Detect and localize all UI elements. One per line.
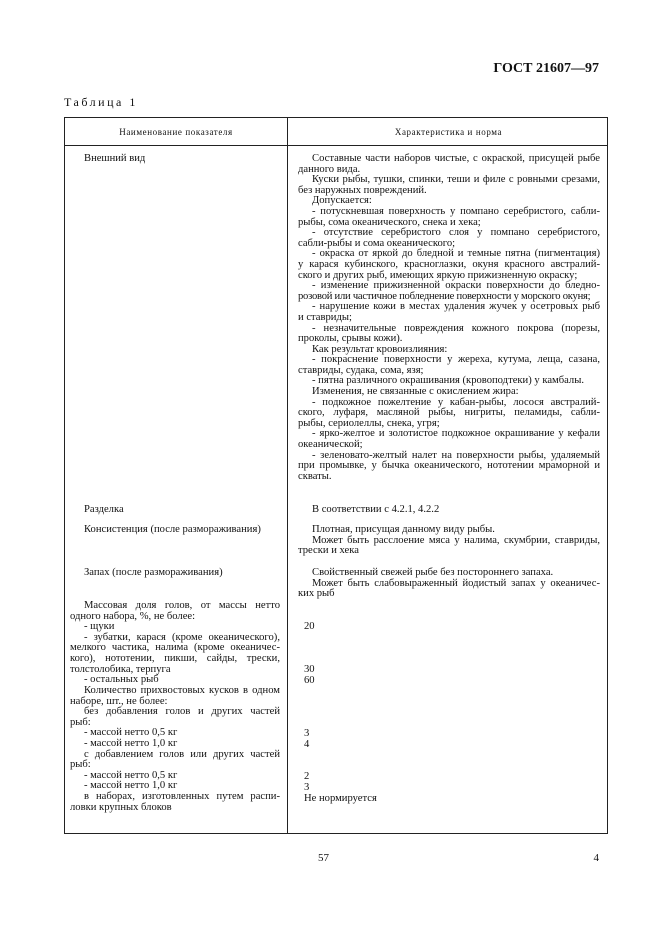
norm-line: Допускается: [312, 195, 372, 207]
norm-line: - подкожное пожелтение у кабан-рыбы, лосося австралий- [312, 396, 600, 408]
norm-line: рыбы, сома океанического, снека и хека; [298, 216, 481, 228]
norm-line: - зеленовато-желтый налет на поверхности рыбы, удаляемый [312, 449, 600, 461]
norm-line: - окраска от яркой до бледной и темные пятна (пигментация) [312, 248, 600, 260]
norm-line: Куски рыбы, тушки, спинки, теши и филе с ровными срезами, [312, 174, 600, 186]
norm-line: без наружных повреждений. [298, 184, 427, 196]
norm-line: скваты. [298, 470, 332, 482]
norm-line: сабли-рыбы и сома океанического; [298, 237, 456, 249]
norm-line: ского, луфаря, масляной рыбы, нигриты, пеламиды, сабли- [298, 407, 600, 419]
standard-number: ГОСТ 21607—97 [493, 61, 599, 76]
data-table [64, 117, 608, 834]
indicator-line: Количество прихвостовых кусков в одном [84, 685, 280, 696]
norm-pieces-blocks: Не нормируется [304, 793, 377, 804]
norm-line: ставриды, судака, сома, язя; [298, 364, 424, 376]
indicator-line: кого), нототении, пикши, сайды, трески, [70, 652, 280, 664]
table-caption: Таблица 1 [64, 95, 138, 109]
indicator-appearance: Внешний вид [84, 153, 146, 164]
norm-line: Составные части наборов чистые, с окраской, присущей рыбе [312, 153, 600, 164]
norm-line: - потускневшая поверхность у помпано серебристого, сабли- [312, 205, 600, 217]
column-header-indicator: Наименование показателя [119, 127, 233, 137]
norm-pieces-no-heads-05: 3 [304, 728, 310, 739]
indicator-line: наборе, шт., не более: [70, 695, 168, 707]
norm-line: - незначительные повреждения кожного покрова (порезы, [312, 322, 600, 334]
norm-appearance [298, 154, 600, 482]
norm-heads-other: 60 [304, 675, 315, 686]
indicator-line: - массой нетто 0,5 кг [84, 727, 178, 739]
indicator-line: одного набора, %, не более: [70, 610, 196, 622]
norm-line: Может быть расслоение мяса у налима, скумбрии, ставриды, [312, 534, 600, 546]
indicator-line: без добавления голов и других частей [84, 706, 280, 718]
column-header-norm: Характеристика и норма [394, 127, 503, 137]
norm-line: проколы, срывы кожи). [298, 333, 403, 345]
indicator-cutting: Разделка [84, 504, 124, 515]
indicator-smell: Запах (после размораживания) [84, 567, 223, 578]
page-number: 57 [318, 852, 329, 864]
norm-line: - пятна различного окрашивания (кровоподтеки) у камбалы. [312, 375, 584, 387]
norm-cutting: В соответствии с 4.2.1, 4.2.2 [312, 504, 440, 515]
norm-line: Может быть слабовыраженный йодистый запах у океаничес- [312, 577, 600, 589]
indicator-line: - щуки [84, 621, 115, 633]
norm-line: у карася кубинского, красноглазки, окуня красного австралий- [298, 258, 600, 270]
norm-line: - нарушение кожи в местах удаления жучек у осетровых рыб [312, 301, 600, 313]
norm-heads-pike: 20 [304, 621, 315, 632]
norm-line: - изменение прижизненной окраски поверхности до бледно- [312, 280, 600, 292]
norm-heads-group: 30 [304, 664, 315, 675]
indicator-line: с добавлением голов или других частей [84, 748, 280, 760]
indicator-line: Массовая доля голов, от массы нетто [84, 600, 280, 611]
norm-pieces-heads-05: 2 [304, 771, 310, 782]
column-divider [287, 118, 288, 833]
norm-line: - покраснение поверхности у жереха, кутума, леща, сазана, [312, 354, 600, 366]
indicator-line: - массой нетто 0,5 кг [84, 769, 178, 781]
indicator-consistency: Консистенция (после размораживания) [84, 524, 261, 535]
norm-line: океанической; [298, 439, 363, 451]
indicator-line: - массой нетто 1,0 кг [84, 780, 178, 792]
norm-line: трески и хека [298, 545, 359, 557]
sheet-number: 4 [593, 852, 599, 864]
header-divider [65, 145, 607, 146]
norm-line: розовой или частичное побледнение поверхности у морского окуня; [298, 290, 591, 302]
indicator-line: - массой нетто 1,0 кг [84, 737, 178, 749]
indicator-line: мелкого частика, налима (кроме океаничес- [70, 642, 280, 654]
norm-line: при промывке, у бычка океанического, нототении мраморной и [298, 460, 600, 472]
norm-line: Плотная, присущая данному виду рыбы. [312, 524, 495, 535]
norm-line: - отсутствие серебристого слоя у помпано серебристого, [312, 227, 600, 239]
norm-line: данного вида. [298, 163, 361, 175]
norm-line: и ставриды; [298, 311, 352, 323]
norm-line: Свойственный свежей рыбе без постороннего запаха. [312, 567, 554, 578]
indicator-tail-pieces [70, 686, 280, 813]
norm-pieces-no-heads-10: 4 [304, 739, 310, 750]
norm-pieces-heads-10: 3 [304, 782, 310, 793]
indicator-heads [70, 601, 280, 686]
norm-line: ких рыб [298, 588, 335, 600]
indicator-line: в наборах, изготовленных путем распи- [84, 790, 280, 802]
indicator-line: - зубатки, карася (кроме океанического), [84, 631, 280, 643]
norm-line: Изменения, не связанные с окислением жира: [312, 386, 519, 398]
norm-line: - ярко-желтое и золотистое подкожное окрашивание у кефали [312, 428, 600, 440]
norm-line: рыбы, сериолеллы, снека, угря; [298, 417, 440, 429]
indicator-line: рыб: [70, 759, 91, 771]
norm-consistency [298, 525, 600, 557]
indicator-line: - остальных рыб [84, 674, 159, 686]
indicator-line: толстолобика, терпуга [70, 663, 171, 675]
indicator-line: ловки крупных блоков [70, 801, 172, 813]
norm-line: Как результат кровоизлияния: [312, 343, 448, 355]
norm-smell [298, 568, 600, 600]
norm-line: ского и других рыб, имеющих яркую прижизненную окраску; [298, 269, 578, 281]
indicator-line: рыб: [70, 716, 91, 728]
